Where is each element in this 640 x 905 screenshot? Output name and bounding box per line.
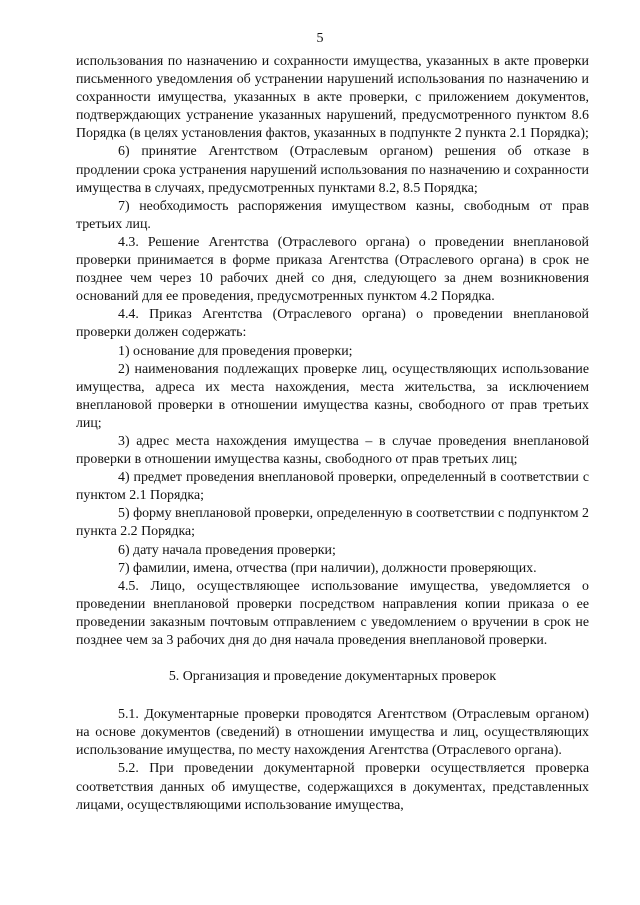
paragraph-4-4-item-5: 5) форму внеплановой проверки, определенную в соответствии с подпунктом 2 пункта 2.2 Порядка; (76, 506, 589, 540)
paragraph-4-5: 4.5. Лицо, осуществляющее использование имущества, уведомляется о проведении внеплановой проверки посредством направления копии приказа о ее проведении заказным почтовым отправлением с уведомлением о вручении в срок не позднее чем за 3 рабочих дня до дня начала проведения внеплановой проверки. (76, 578, 589, 648)
paragraph-4-4-item-1: 1) основание для проведения проверки; (118, 343, 353, 359)
paragraph-4-3: 4.3. Решение Агентства (Отраслевого органа) о проведении внеплановой проверки принимается в форме приказа Агентства (Отраслевого органа) в срок не позднее чем через 10 рабочих дней со дня, следующего за днем возникновения оснований для ее проведения, предусмотренных пунктом 4.2 Порядка. (76, 234, 589, 305)
paragraph-4-4-item-6: 6) дату начала проведения проверки; (118, 542, 336, 558)
paragraph-4-4-item-7: 7) фамилии, имена, отчества (при наличии), должности проверяющих. (118, 560, 537, 576)
section-heading: 5. Организация и проведение документарных проверок (168, 669, 497, 685)
paragraph-item-7: 7) необходимость распоряжения имуществом казны, свободным от прав третьих лиц. (76, 198, 589, 232)
paragraph-4-4: 4.4. Приказ Агентства (Отраслевого органа) о проведении внеплановой проверки должен содержать: (76, 307, 589, 341)
document-body (76, 53, 589, 815)
paragraph-item-6: 6) принятие Агентством (Отраслевым органом) решения об отказе в продлении срока устранения нарушений использования по назначению и сохранности имущества в случаях, предусмотренных пунктами 8.2, 8.5 Порядка; (76, 144, 589, 196)
paragraph-5-1: 5.1. Документарные проверки проводятся Агентством (Отраслевым органом) на основе документов (сведений) в отношении имущества и лиц, осуществляющих использование имущества, по месту нахождения Агентства (Отраслевого органа). (76, 707, 589, 759)
paragraph-4-4-item-4: 4) предмет проведения внеплановой проверки, определенный в соответствии с пунктом 2.1 Порядка; (76, 470, 589, 504)
page-number: 5 (316, 31, 324, 46)
paragraph-4-4-item-3: 3) адрес места нахождения имущества – в случае проведения внеплановой проверки в отношении имущества казны, свободного от прав третьих лиц; (76, 433, 589, 468)
paragraph-continuation: использования по назначению и сохранности имущества, указанных в акте проверки письменного уведомления об устранении нарушений использования по назначению и сохранности имущества, указанных в акте проверки, с приложением документов, подтверждающих устранение указанных нарушений, предусмотренного пунктом 8.6 Порядка (в целях установления фактов, указанных в подпункте 2 пункта 2.1 Порядка); (76, 54, 589, 142)
paragraph-5-2: 5.2. При проведении документарной проверки осуществляется проверка соответствия данных об имуществе, содержащихся в документах, представленных лицами, осуществляющими использование имущества, (76, 761, 589, 813)
paragraph-4-4-item-2: 2) наименования подлежащих проверке лиц, осуществляющих использование имущества, адреса их места нахождения, места жительства, за исключением внеплановой проверки в отношении имущества казны, свободного от прав третьих лиц; (76, 361, 589, 431)
